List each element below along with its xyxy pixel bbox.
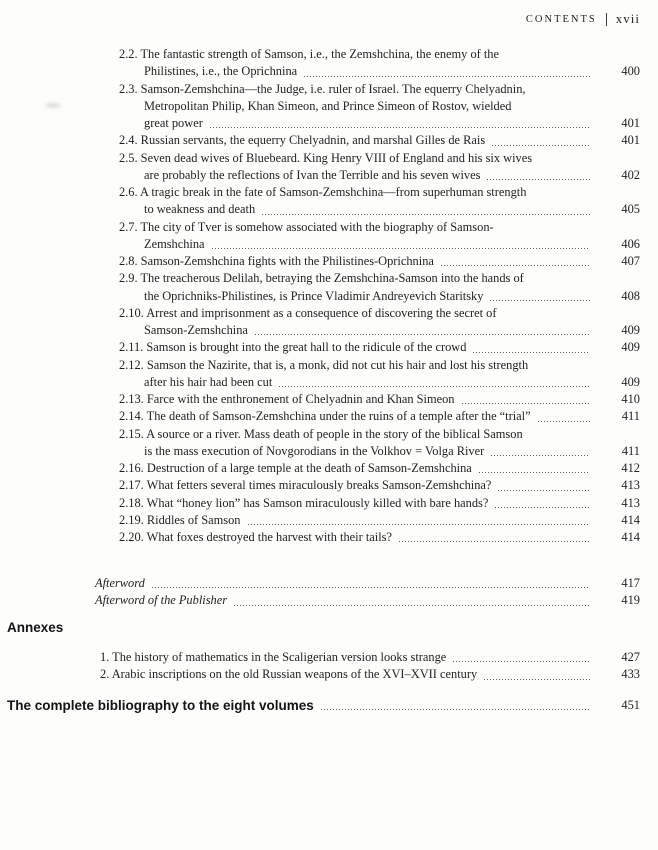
- page-number: 401: [621, 116, 640, 130]
- dotted-leader: [492, 145, 590, 146]
- toc-afterword-entry: [95, 592, 640, 609]
- toc-line: [119, 339, 640, 356]
- toc-entry: [119, 46, 640, 81]
- entry-text: are probably the reflections of Ivan the Terrible and his seven wives: [144, 167, 481, 182]
- page-number: 406: [621, 236, 640, 251]
- entry-text: 2.12. Samson the Nazirite, that is, a monk, did not cut his hair and lost his strength: [119, 357, 529, 372]
- toc-line: [119, 529, 640, 546]
- dotted-leader: [262, 214, 590, 215]
- toc-line: [7, 697, 640, 714]
- toc-line: [119, 98, 640, 115]
- page-number: 409: [621, 323, 640, 337]
- toc-annex-list: [100, 649, 640, 684]
- dotted-leader: [479, 472, 590, 473]
- toc-annex-entry: [100, 666, 640, 683]
- entry-text: 2.16. Destruction of a large temple at the death of Samson-Zemshchina: [119, 461, 472, 475]
- entry-text: Metropolitan Philip, Khan Simeon, and Prince Simeon of Rostov, wielded: [144, 98, 512, 113]
- dotted-leader: [210, 127, 590, 128]
- entry-text: great power: [144, 116, 203, 130]
- dotted-leader: [255, 334, 590, 335]
- toc-entry: [119, 253, 640, 270]
- toc-line: [95, 592, 640, 609]
- page-number: 419: [621, 593, 640, 608]
- toc-bibliography-entry: [7, 697, 640, 714]
- toc-line: [119, 495, 640, 512]
- entry-text: 2.19. Riddles of Samson: [119, 512, 241, 527]
- toc-line: [119, 512, 640, 529]
- toc-chapter-list: [119, 46, 640, 546]
- header-divider: [606, 13, 607, 26]
- entry-text: Afterword of the Publisher: [95, 593, 228, 608]
- dotted-leader: [248, 524, 591, 525]
- entry-text: 2.5. Seven dead wives of Bluebeard. King Henry VIII of England and his six wives: [119, 150, 533, 165]
- toc-line: [119, 132, 640, 149]
- entry-text: 2.20. What foxes destroyed the harvest with their tails?: [119, 530, 392, 544]
- entry-text: 2.6. A tragic break in the fate of Samson-Zemshchina—from superhuman strength: [119, 185, 527, 199]
- dotted-leader: [484, 679, 590, 680]
- dotted-leader: [495, 507, 590, 508]
- dotted-leader: [490, 300, 590, 301]
- entry-text: the Oprichniks-Philistines, is Prince Vladimir Andreyevich Staritsky: [144, 288, 484, 303]
- toc-line: [119, 460, 640, 477]
- dotted-leader: [304, 76, 590, 77]
- page-number: 400: [621, 64, 640, 79]
- toc-entry: [119, 270, 640, 305]
- entry-text: 2.2. The fantastic strength of Samson, i.e., the Zemshchina, the enemy of the: [119, 47, 499, 61]
- entry-text: 1. The history of mathematics in the Scaligerian version looks strange: [100, 650, 447, 664]
- toc-line: [100, 649, 640, 666]
- toc-afterword-entry: [95, 575, 640, 592]
- entry-text: 2.15. A source or a river. Mass death of people in the story of the biblical Samson: [119, 426, 523, 441]
- toc-entry: [119, 357, 640, 392]
- entry-text: 2.18. What “honey lion” has Samson miraculously killed with bare hands?: [119, 495, 489, 510]
- page-number: 411: [621, 443, 640, 458]
- dotted-leader: [491, 455, 590, 456]
- toc-line: [119, 167, 640, 184]
- toc-line: [119, 288, 640, 305]
- page-number: 413: [621, 478, 640, 493]
- toc-entry: [119, 132, 640, 149]
- dotted-leader: [441, 265, 590, 266]
- toc-entry: [119, 391, 640, 408]
- toc-entry: [119, 408, 640, 425]
- toc-line: [119, 443, 640, 460]
- toc-line: [119, 46, 640, 63]
- running-head-title: CONTENTS: [525, 13, 597, 25]
- toc-entry: [119, 184, 640, 219]
- toc-line: [119, 81, 640, 98]
- toc-entry: [119, 150, 640, 185]
- toc-entry: [119, 460, 640, 477]
- page-number: 411: [621, 409, 640, 424]
- dotted-leader: [399, 541, 590, 542]
- toc-line: [119, 184, 640, 201]
- toc-line: [119, 270, 640, 287]
- entry-text: 2.14. The death of Samson-Zemshchina under the ruins of a temple after the “trial”: [119, 409, 531, 424]
- page-number: 410: [621, 392, 640, 406]
- entry-text: to weakness and death: [144, 202, 256, 217]
- page-folio: xvii: [615, 11, 640, 26]
- toc-entry: [119, 426, 640, 461]
- dotted-leader: [321, 709, 590, 710]
- dotted-leader: [473, 352, 590, 353]
- entry-text: 2.8. Samson-Zemshchina fights with the Philistines-Oprichnina: [119, 254, 434, 268]
- toc-line: [119, 253, 640, 270]
- toc-afterword-list: [95, 575, 640, 610]
- toc-line: [119, 305, 640, 322]
- entry-text: Samson-Zemshchina: [144, 323, 248, 337]
- scan-artifact: [45, 103, 61, 108]
- toc-line: [119, 426, 640, 443]
- running-head: [526, 11, 640, 27]
- entry-text: 2. Arabic inscriptions on the old Russian weapons of the XVI–XVII century: [100, 667, 478, 682]
- entry-text: after his hair had been cut: [144, 374, 273, 389]
- page-number: 402: [621, 167, 640, 182]
- toc-line: [119, 357, 640, 374]
- entry-text: 2.4. Russian servants, the equerry Chelyadnin, and marshal Gilles de Rais: [119, 133, 486, 148]
- toc-line: [119, 236, 640, 253]
- entry-text: is the mass execution of Novgorodians in the Volkhov = Volga River: [144, 443, 485, 458]
- page-number: 412: [621, 461, 640, 475]
- dotted-leader: [279, 386, 590, 387]
- page-number: 405: [621, 202, 640, 217]
- dotted-leader: [234, 605, 590, 606]
- entry-text: 2.3. Samson-Zemshchina—the Judge, i.e. ruler of Israel. The equerry Chelyadnin,: [119, 81, 526, 96]
- toc-entry: [119, 339, 640, 356]
- toc-line: [119, 201, 640, 218]
- toc-entry: [119, 512, 640, 529]
- page-number: 451: [621, 698, 640, 712]
- toc-line: [119, 63, 640, 80]
- dotted-leader: [212, 248, 590, 249]
- page-number: 427: [621, 650, 640, 664]
- dotted-leader: [498, 490, 590, 491]
- toc-line: [119, 408, 640, 425]
- toc-line: [119, 391, 640, 408]
- annexes-heading: Annexes: [7, 620, 64, 635]
- page-number: 414: [621, 530, 640, 544]
- toc-line: [95, 575, 640, 592]
- toc-entry: [119, 305, 640, 340]
- page-number: 433: [621, 667, 640, 682]
- toc-entry: [119, 529, 640, 546]
- page-number: 408: [621, 288, 640, 303]
- entry-text: Zemshchina: [144, 236, 205, 251]
- entry-text: 2.7. The city of Tver is somehow associated with the biography of Samson-: [119, 219, 494, 234]
- toc-line: [119, 322, 640, 339]
- toc-entry: [119, 81, 640, 133]
- page-number: 414: [621, 512, 640, 527]
- page-number: 417: [621, 576, 640, 590]
- dotted-leader: [453, 661, 590, 662]
- dotted-leader: [152, 587, 590, 588]
- page-number: 409: [621, 340, 640, 355]
- entry-text: 2.13. Farce with the enthronement of Chelyadnin and Khan Simeon: [119, 392, 455, 406]
- toc-line: [100, 666, 640, 683]
- toc-entry: [119, 477, 640, 494]
- page-number: 409: [621, 374, 640, 389]
- entry-text: Philistines, i.e., the Oprichnina: [144, 64, 298, 79]
- entry-text: 2.10. Arrest and imprisonment as a consequence of discovering the secret of: [119, 305, 497, 320]
- bibliography-label: The complete bibliography to the eight volumes: [7, 698, 314, 713]
- page-number: 407: [621, 254, 640, 268]
- entry-text: Afterword: [95, 576, 145, 590]
- toc-line: [119, 115, 640, 132]
- toc-line: [119, 219, 640, 236]
- toc-annex-entry: [100, 649, 640, 666]
- page-number: 401: [621, 133, 640, 148]
- toc-entry: [119, 495, 640, 512]
- toc-line: [119, 150, 640, 167]
- dotted-leader: [538, 421, 590, 422]
- page-number: 413: [621, 495, 640, 510]
- dotted-leader: [462, 403, 590, 404]
- entry-text: 2.17. What fetters several times miraculously breaks Samson-Zemshchina?: [119, 478, 492, 493]
- dotted-leader: [487, 179, 590, 180]
- entry-text: 2.11. Samson is brought into the great hall to the ridicule of the crowd: [119, 340, 467, 355]
- toc-line: [119, 477, 640, 494]
- entry-text: 2.9. The treacherous Delilah, betraying the Zemshchina-Samson into the hands of: [119, 271, 524, 286]
- toc-entry: [119, 219, 640, 254]
- toc-line: [119, 374, 640, 391]
